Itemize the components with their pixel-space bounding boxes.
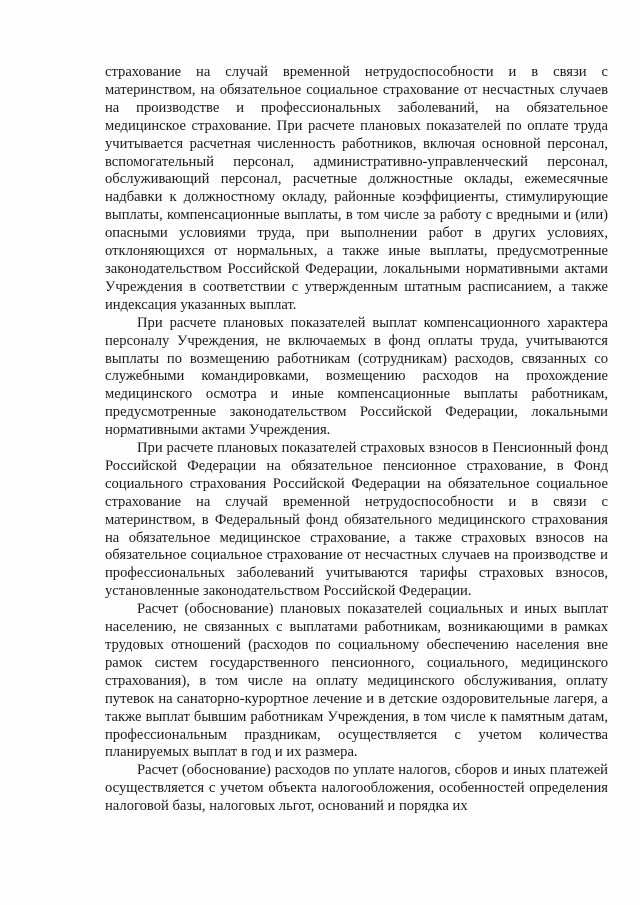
paragraph-social-payments: Расчет (обоснование) плановых показателей социальных и иных выплат населению, не связанных с выплатами работникам, возникающими в рамках трудовых отношений (расходов по социальному обеспечению населения вне рамок систем государственного пенсионного, социального, медицинского страхования), в том числе на оплату медицинского обслуживания, оплату путевок на санаторно-курортное лечение и в детские оздоровительные лагеря, а также выплат бывшим работникам Учреждения, в том числе к памятным датам, профессиональным праздникам, осуществляется с учетом количества планируемых выплат в год и их размера. xyxy=(105,601,608,761)
paragraph-taxes: Расчет (обоснование) расходов по уплате налогов, сборов и иных платежей осуществляется с учетом объекта налогообложения, особенностей определения налоговой базы, налоговых льгот, оснований и порядка их xyxy=(105,762,608,815)
paragraph-continuation: страхование на случай временной нетрудоспособности и в связи с материнством, на обязательное социальное страхование от несчастных случаев на производстве и профессиональных заболеваний, на обязательное медицинское страхование. При расчете плановых показателей по оплате труда учитывается расчетная численность работников, включая основной персонал, вспомогательный персонал, административно-управленческий персонал, обслуживающий персонал, расчетные должностные оклады, ежемесячные надбавки к должностному окладу, районные коэффициенты, стимулирующие выплаты, компенсационные выплаты, в том числе за работу с вредными и (или) опасными условиями труда, при выполнении работ в других условиях, отклоняющихся от нормальных, а также иные выплаты, предусмотренные законодательством Российской Федерации, локальными нормативными актами Учреждения в соответствии с утвержденным штатным расписанием, а также индексация указанных выплат. xyxy=(105,64,608,313)
document-body xyxy=(105,64,608,816)
paragraph-compensation-payments: При расчете плановых показателей выплат компенсационного характера персоналу Учреждения, не включаемых в фонд оплаты труда, учитываются выплаты по возмещению работникам (сотрудникам) расходов, связанных со служебными командировками, возмещению расходов на прохождение медицинского осмотра и иные компенсационные выплаты работникам, предусмотренные законодательством Российской Федерации, локальными нормативными актами Учреждения. xyxy=(105,314,608,439)
paragraph-insurance-contributions: При расчете плановых показателей страховых взносов в Пенсионный фонд Российской Федерации на обязательное пенсионное страхование, в Фонд социального страхования Российской Федерации на обязательное социальное страхование на случай временной нетрудоспособности и в связи с материнством, в Федеральный фонд обязательного медицинского страхования на обязательное медицинское страхование, а также страховых взносов на обязательное социальное страхование от несчастных случаев на производстве и профессиональных заболеваний учитываются тарифы страховых взносов, установленные законодательством Российской Федерации. xyxy=(105,440,608,600)
